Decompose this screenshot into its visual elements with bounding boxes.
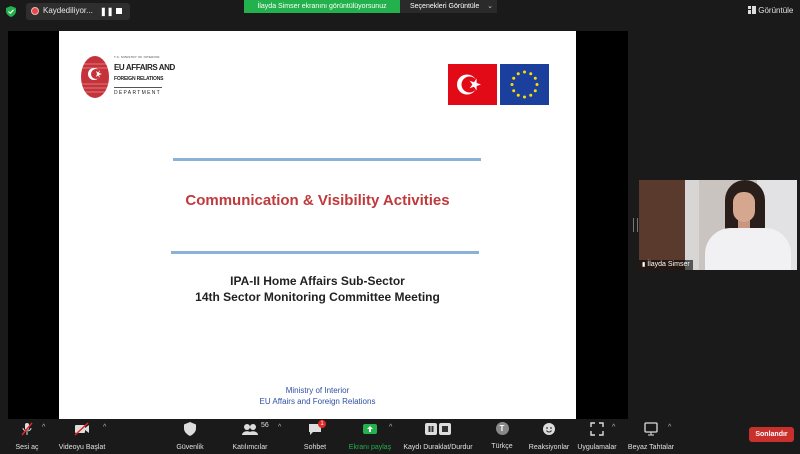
video-off-icon bbox=[74, 422, 90, 436]
slide-footer bbox=[59, 385, 576, 407]
slide-subtitle-line1: IPA-II Home Affairs Sub-Sector bbox=[230, 274, 405, 288]
eu-flag bbox=[500, 64, 549, 105]
apps-label: Uygulamalar bbox=[577, 444, 617, 451]
video-background-wall bbox=[685, 180, 699, 270]
share-screen-options-caret[interactable]: ^ bbox=[389, 424, 393, 431]
panel-resize-handle[interactable] bbox=[633, 218, 638, 232]
logo-divider bbox=[114, 87, 162, 88]
record-controls-icon bbox=[424, 422, 452, 436]
chat-unread-badge: 1 bbox=[318, 420, 326, 428]
slide-title: Communication & Visibility Activities bbox=[185, 192, 450, 209]
reactions-button[interactable] bbox=[528, 422, 570, 454]
recording-controls-label: Kaydı Duraklat/Durdur bbox=[403, 444, 473, 451]
participant-face bbox=[733, 192, 755, 222]
audio-options-caret[interactable]: ^ bbox=[42, 424, 46, 431]
chevron-down-icon: ⌄ bbox=[487, 3, 493, 10]
participants-icon bbox=[242, 422, 258, 436]
language-glyph: T bbox=[499, 424, 505, 433]
share-screen-icon bbox=[362, 422, 378, 436]
unmute-label: Sesi aç bbox=[15, 444, 39, 451]
participants-label: Katılımcılar bbox=[232, 444, 268, 451]
security-label: Güvenlik bbox=[176, 444, 204, 451]
end-meeting-button[interactable]: Sonlandır bbox=[749, 427, 794, 442]
slide-rule-top bbox=[173, 158, 481, 161]
video-options-caret[interactable]: ^ bbox=[103, 424, 107, 431]
whiteboard-icon bbox=[644, 422, 658, 436]
view-label: Görüntüle bbox=[758, 6, 794, 15]
view-options-dropdown[interactable] bbox=[400, 0, 497, 13]
slide-subtitle-line2: 14th Sector Monitoring Committee Meeting bbox=[195, 290, 440, 304]
whiteboards-options-caret[interactable]: ^ bbox=[668, 424, 672, 431]
unmute-button[interactable] bbox=[8, 422, 46, 454]
language-icon bbox=[496, 422, 509, 435]
security-button[interactable] bbox=[172, 422, 208, 454]
participant-body bbox=[705, 228, 791, 270]
apps-options-caret[interactable]: ^ bbox=[612, 424, 616, 431]
participants-options-caret[interactable]: ^ bbox=[278, 424, 282, 431]
stop-recording-button[interactable] bbox=[116, 8, 122, 14]
start-video-label: Videoyu Başlat bbox=[58, 444, 106, 451]
slide-footer-line2: EU Affairs and Foreign Relations bbox=[259, 397, 376, 406]
slide-subtitle bbox=[59, 273, 576, 305]
reaction-icon bbox=[542, 422, 556, 436]
screen-share-banner: İlayda Simser ekranını görüntülüyorsunuz bbox=[244, 0, 400, 13]
slide-rule-bottom bbox=[171, 251, 479, 254]
recording-indicator bbox=[26, 3, 130, 20]
participants-count: 56 bbox=[261, 422, 269, 429]
turkey-flag bbox=[448, 64, 497, 105]
signal-bars-icon: ▮ bbox=[642, 262, 646, 268]
share-screen-label: Ekranı paylaş bbox=[348, 444, 392, 451]
eu-affairs-logo-emblem bbox=[80, 54, 110, 100]
participant-name: İlayda Simser bbox=[647, 261, 690, 268]
chat-label: Sohbet bbox=[303, 444, 327, 451]
logo-ministry-text: T.C. MINISTRY OF INTERIOR bbox=[114, 55, 160, 59]
security-shield-icon[interactable] bbox=[6, 6, 16, 17]
share-screen-button[interactable] bbox=[348, 422, 392, 454]
start-video-button[interactable] bbox=[56, 422, 108, 454]
grid-view-icon bbox=[748, 6, 756, 14]
language-label: Türkçe bbox=[491, 443, 513, 450]
whiteboards-label: Beyaz Tahtalar bbox=[627, 444, 675, 451]
slide-footer-line1: Ministry of Interior bbox=[285, 386, 350, 395]
recording-dot-icon bbox=[31, 7, 39, 15]
view-button[interactable] bbox=[748, 6, 793, 15]
reactions-label: Reaksiyonlar bbox=[528, 444, 570, 451]
apps-icon bbox=[590, 422, 604, 436]
recording-controls-button[interactable] bbox=[402, 422, 474, 454]
recording-label: Kaydediliyor... bbox=[43, 6, 93, 15]
logo-title-line2: FOREIGN RELATIONS bbox=[114, 76, 164, 82]
shield-icon bbox=[184, 422, 196, 436]
logo-title-line1: EU AFFAIRS AND bbox=[114, 63, 175, 72]
chat-button[interactable] bbox=[300, 422, 330, 454]
microphone-muted-icon bbox=[20, 422, 34, 436]
pause-recording-button[interactable]: ❚❚ bbox=[100, 7, 114, 16]
logo-department-text: DEPARTMENT bbox=[114, 90, 161, 96]
participant-video-tile[interactable] bbox=[639, 180, 797, 270]
participant-name-label bbox=[639, 260, 693, 270]
language-button[interactable] bbox=[488, 422, 516, 453]
view-options-label: Seçenekleri Görüntüle bbox=[410, 3, 480, 10]
